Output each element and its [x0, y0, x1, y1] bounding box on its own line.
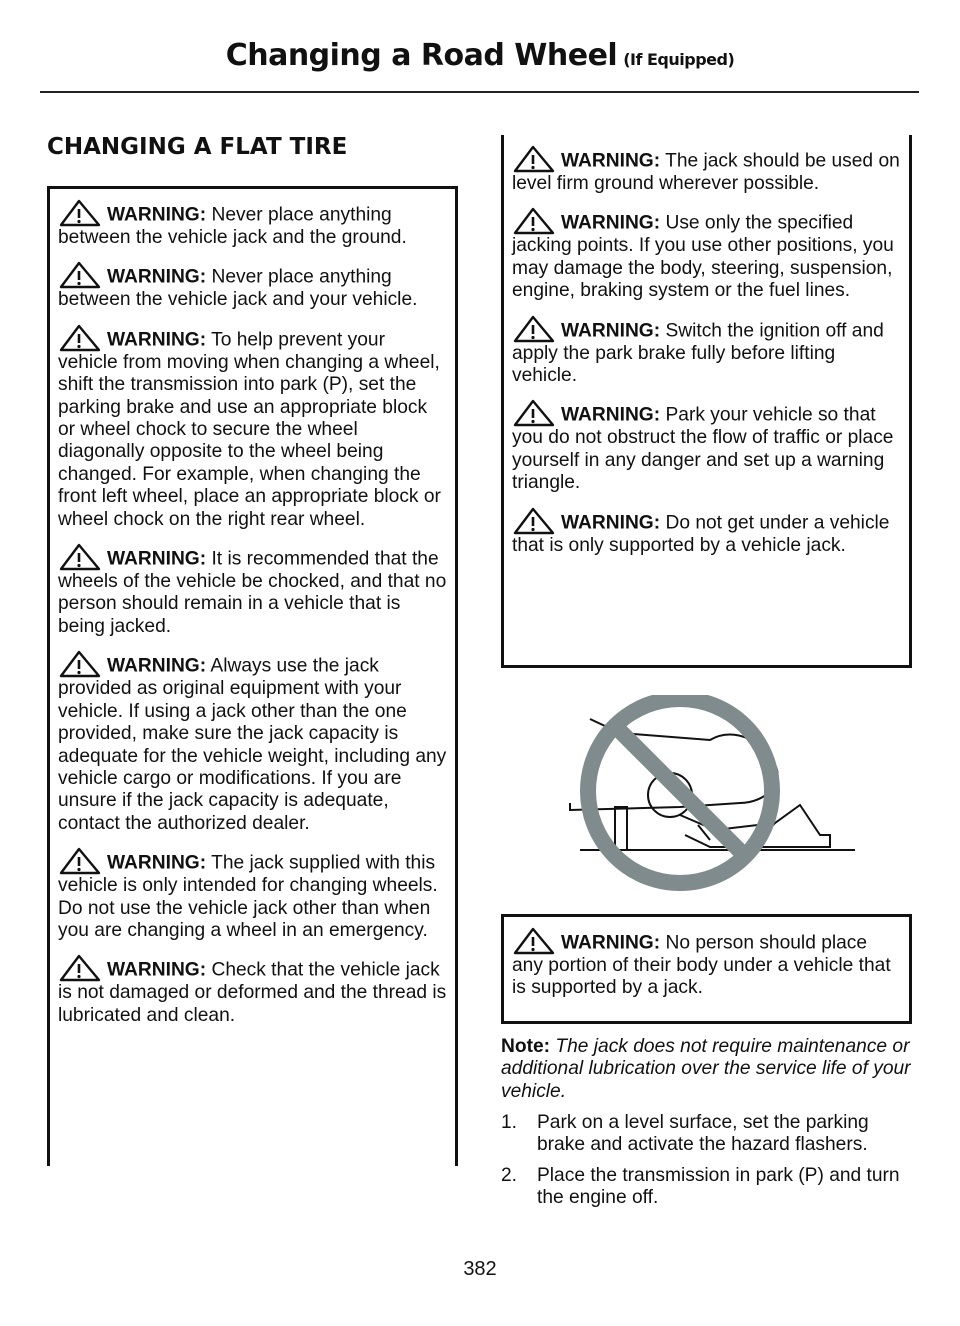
header-subtitle: (If Equipped): [623, 50, 735, 69]
warning-item: [58, 324, 447, 531]
warning-triangle-icon: [58, 847, 102, 875]
warning-label: WARNING:: [107, 548, 207, 570]
step-number: 1.: [501, 1112, 518, 1133]
warning-text: The jack supplied with this vehicle is only intended for changing wheels. Do not use the vehicle jack other than when you are changing a wheel in an emergency.: [58, 852, 438, 941]
warning-triangle-icon: [58, 650, 102, 678]
warning-text: Always use the jack provided as original equipment with your vehicle. If using a jack other than the one provided, make sure the jack capacity is adequate for the vehicle weight, including any vehicle cargo or modifications. If you are unsure if the jack capacity is adequate, contact the authorized dealer.: [58, 655, 447, 834]
warning-label: WARNING:: [107, 852, 207, 874]
header-title: Changing a Road Wheel: [225, 38, 618, 73]
warning-text: Never place anything between the vehicle jack and your vehicle.: [58, 267, 418, 311]
warning-triangle-icon: [58, 954, 102, 982]
warning-triangle-icon: [512, 927, 556, 955]
warning-label: WARNING:: [107, 959, 207, 981]
no-person-under-vehicle-illustration: [560, 695, 880, 895]
warning-item: [58, 847, 447, 942]
warning-item: [512, 399, 901, 494]
warning-text: Never place anything between the vehicle jack and the ground.: [58, 204, 407, 248]
warning-text: No person should place any portion of their body under a vehicle that is supported by a jack.: [512, 932, 891, 999]
header-divider: [40, 91, 919, 93]
warning-triangle-icon: [58, 543, 102, 571]
note-text: The jack does not require maintenance or additional lubrication over the service life of your vehicle.: [501, 1036, 911, 1102]
steps-list: [501, 1112, 913, 1218]
warning-item: [512, 507, 901, 557]
warning-label: WARNING:: [107, 655, 207, 677]
page-header: [0, 38, 960, 73]
warning-triangle-icon: [512, 507, 556, 535]
warning-item: [58, 650, 447, 835]
warning-text: To help prevent your vehicle from moving when changing a wheel, shift the transmission into park (P), set the parking brake and use an appropriate block or wheel chock to secure the wheel diagonally opposite to the wheel being changed. For example, when changing the front left wheel, place an appropriate block or wheel chock on the right rear wheel.: [58, 329, 441, 530]
warning-item: [512, 927, 901, 1000]
step-item: [501, 1112, 913, 1157]
warning-box-left: [47, 186, 458, 1166]
note: [501, 1036, 913, 1103]
warning-label: WARNING:: [561, 213, 661, 234]
step-number: 2.: [501, 1164, 518, 1186]
warning-text: Check that the vehicle jack is not damaged or deformed and the thread is lubricated and clean.: [58, 959, 447, 1026]
prohibition-slash: [615, 726, 745, 856]
warning-item: [512, 315, 901, 388]
warning-label: WARNING:: [561, 320, 661, 342]
warning-text: Use only the specified jacking points. If you use other positions, you may damage the body, steering, suspension, engine, braking system or the fuel lines.: [512, 213, 894, 302]
warning-item: [512, 207, 901, 302]
warning-label: WARNING:: [561, 405, 661, 427]
warning-text: Do not get under a vehicle that is only supported by a vehicle jack.: [512, 512, 890, 556]
warning-label: WARNING:: [107, 267, 207, 288]
warning-triangle-icon: [512, 315, 556, 343]
warning-item: [58, 261, 447, 311]
warning-label: WARNING:: [561, 512, 661, 534]
section-title: CHANGING A FLAT TIRE: [47, 134, 348, 160]
warning-text: Park your vehicle so that you do not obstruct the flow of traffic or place yourself in any danger and set up a warning triangle.: [512, 405, 894, 494]
warning-box-right: [501, 135, 912, 668]
warning-triangle-icon: [512, 145, 556, 173]
warning-text: The jack should be used on level firm ground wherever possible.: [512, 150, 900, 194]
warning-triangle-icon: [58, 324, 102, 352]
warning-triangle-icon: [512, 207, 556, 235]
warning-item: [512, 145, 901, 195]
warning-label: WARNING:: [561, 150, 661, 172]
warning-label: WARNING:: [107, 329, 207, 351]
warning-triangle-icon: [512, 399, 556, 427]
warning-item: [58, 543, 447, 638]
step-text: Place the transmission in park (P) and turn the engine off.: [537, 1164, 900, 1209]
warning-text: Switch the ignition off and apply the park brake fully before lifting vehicle.: [512, 320, 884, 387]
note-label: Note:: [501, 1036, 551, 1057]
warning-box-bottom: [501, 914, 912, 1024]
warning-triangle-icon: [58, 261, 102, 289]
step-item: [501, 1165, 913, 1210]
warning-label: WARNING:: [107, 204, 207, 226]
warning-item: [58, 199, 447, 249]
warning-item: [58, 954, 447, 1027]
page-number: 382: [463, 1258, 497, 1280]
warning-label: WARNING:: [561, 932, 661, 954]
warning-text: It is recommended that the wheels of the vehicle be chocked, and that no person should remain in a vehicle that is being jacked.: [58, 548, 447, 637]
step-text: Park on a level surface, set the parking brake and activate the hazard flashers.: [537, 1112, 869, 1156]
warning-triangle-icon: [58, 199, 102, 227]
